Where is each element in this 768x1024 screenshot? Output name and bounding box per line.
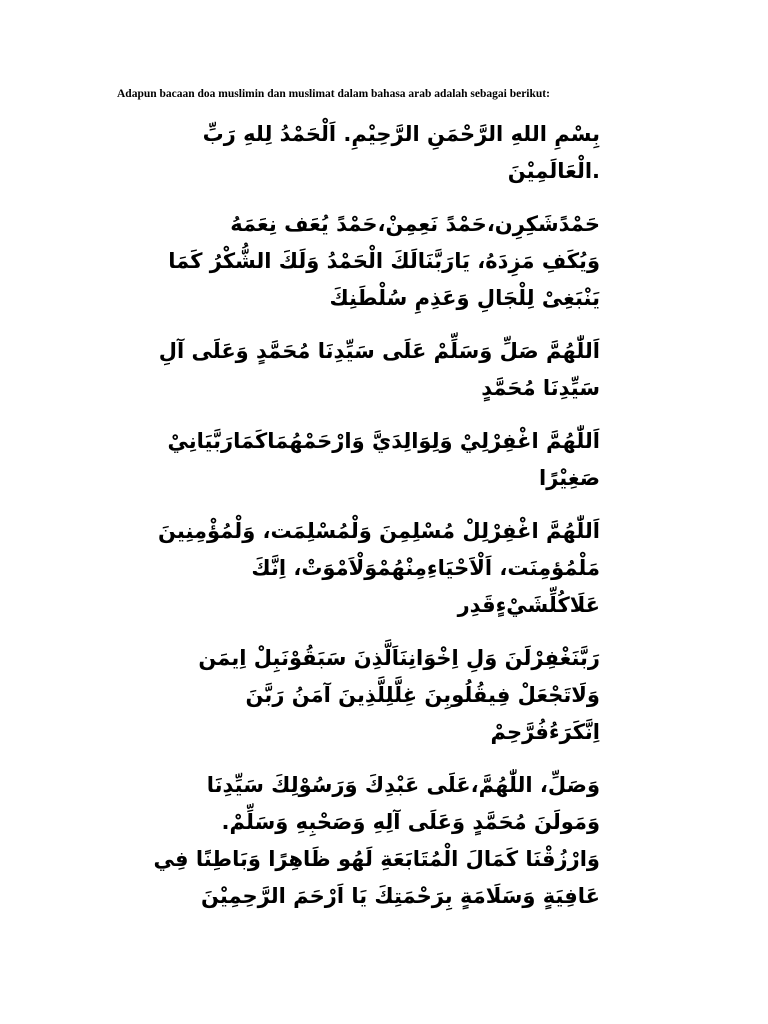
prayer-line: اَللّٰهُمَّ اغْفِرْلِيْ وَلِوَالِدَيَّ وَارْحَمْهُمَاكَمَارَبَّيَانِيْ — [167, 429, 600, 453]
prayer-line: رَبَّنَغْفِرْلَنَ وَلِ اِخْوَانِنَاَلَّذِنَ سَبَقُوْنَبِلْ اِيمَن — [198, 646, 600, 670]
prayer-line: بِسْمِ اللهِ الرَّحْمَنِ الرَّحِيْمِ. اَلْحَمْدُ لِلهِ رَبِّ — [202, 122, 600, 146]
prayer-line: صَغِيْرًا — [539, 466, 600, 490]
prayer-line: وَلَاتَجْعَلْ فِيقُلُوبِنَ غِلَّلِلَّذِينَ آمَنُ رَبَّنَ — [245, 683, 600, 707]
prayer-shalawat — [150, 333, 600, 407]
prayer-line: اَللّٰهُمَّ صَلِّ وَسَلِّمْ عَلَى سَيِّدِنَا مُحَمَّدٍ وَعَلَى آلِ — [158, 339, 600, 363]
prayer-list — [150, 116, 600, 931]
prayer-hamdan — [150, 206, 600, 317]
prayer-line: اِنَّكَرَءُفُرَّحِمْ — [490, 720, 600, 744]
prayer-line: وَمَولَنَ مُحَمَّدٍ وَعَلَى آلِهِ وَصَحْبِهِ وَسَلِّمْ. — [221, 810, 600, 834]
prayer-bismillah — [150, 116, 600, 190]
prayer-line: .الْعَالَمِيْنَ — [507, 159, 600, 183]
prayer-rabbana — [150, 640, 600, 751]
prayer-line: وَيُكَفِ مَزِدَهُ، يَارَبَّنَالَكَ الْحَمْدُ وَلَكَ الشُّكْرُ كَمَا — [168, 249, 600, 273]
prayer-line: عَلَاكُلِّشَيْءٍقَدِر — [457, 593, 600, 617]
prayer-muslimin — [150, 513, 600, 624]
prayer-line: يَنْبَغِىْ لِلْجَالِ وَعَذِمِ سُلْطَنِكَ — [329, 286, 600, 310]
prayer-line: وَارْزُقْنَا كَمَالَ الْمُتَابَعَةِ لَهُو ظَاهِرًا وَبَاطِنًا فِي — [153, 847, 600, 871]
prayer-line: سَيِّدِنَا مُحَمَّدٍ — [481, 376, 600, 400]
prayer-closing — [150, 767, 600, 915]
prayer-line: اَللّٰهُمَّ اغْفِرْلِلْ مُسْلِمِنَ وَلْمُسْلِمَت، وَلْمُؤْمِنِينَ — [158, 519, 600, 543]
prayer-line: مَلْمُؤمِنَت، اَلْاَحْيَاءِمِنْهُمْوَلْاَمْوَتْ، اِنَّكَ — [251, 556, 600, 580]
prayer-line: عَافِيَةٍ وَسَلَامَةٍ بِرَحْمَتِكَ يَا اَرْحَمَ الرَّحِمِيْنَ — [200, 884, 600, 908]
prayer-parents — [150, 423, 600, 497]
prayer-line: حَمْدًشَكِرِن،حَمْدً نَعِمِنْ،حَمْدً يُعَف نِعَمَهُ — [230, 212, 600, 236]
intro-text: Adapun bacaan doa muslimin dan muslimat dalam bahasa arab adalah sebagai berikut: — [117, 88, 550, 100]
prayer-line: وَصَلِّ، اللّٰهُمَّ،عَلَى عَبْدِكَ وَرَسُوْلِكَ سَيِّدِنَا — [206, 773, 600, 797]
